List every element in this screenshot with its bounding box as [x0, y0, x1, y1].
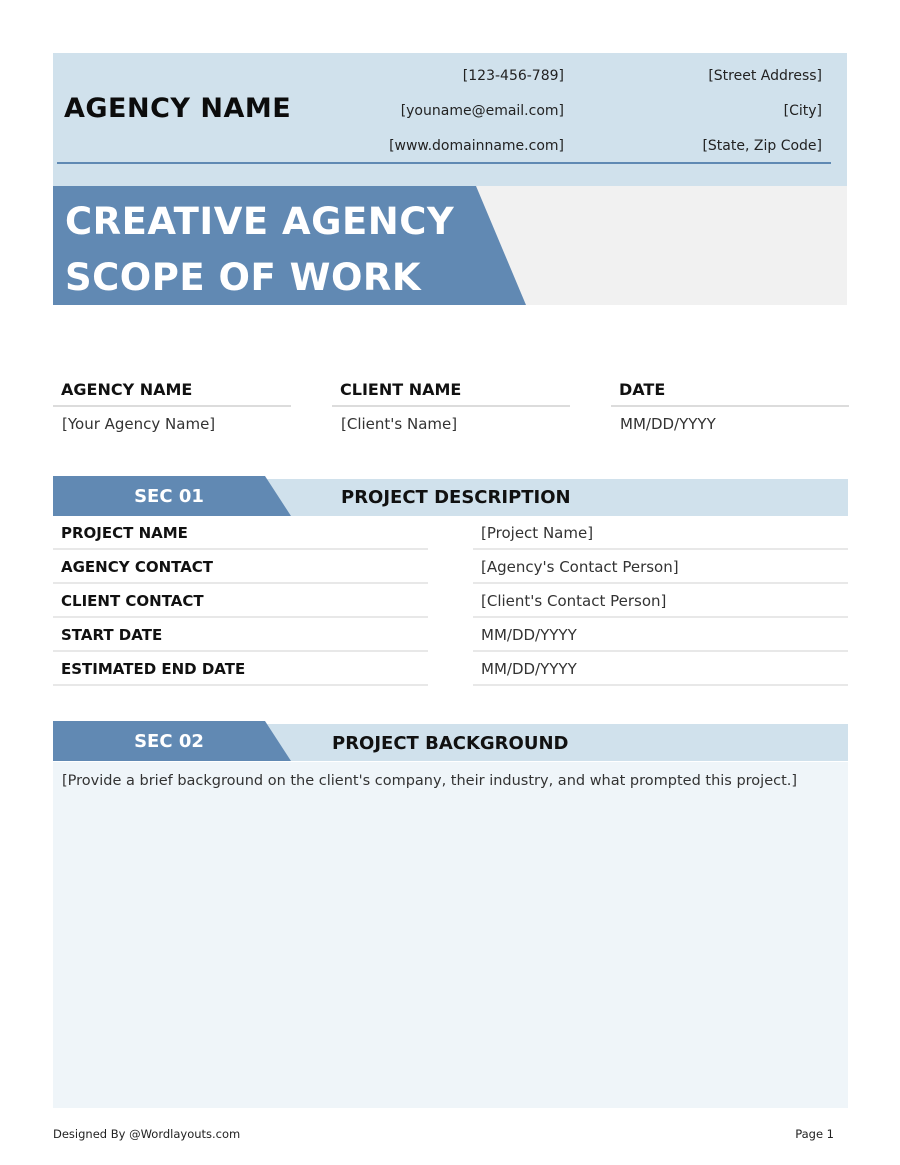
- state-zip-field[interactable]: [State, Zip Code]: [702, 138, 822, 154]
- title-line-1: CREATIVE AGENCY: [65, 200, 455, 243]
- row-value-client-contact[interactable]: [Client's Contact Person]: [473, 585, 848, 618]
- project-background-box: [53, 762, 848, 1108]
- row-value-agency-contact[interactable]: [Agency's Contact Person]: [473, 551, 848, 584]
- info-date: [611, 378, 849, 433]
- email-field[interactable]: [youname@email.com]: [400, 103, 564, 119]
- section-02-title: PROJECT BACKGROUND: [332, 733, 569, 754]
- info-label: CLIENT NAME: [332, 378, 570, 407]
- info-label: AGENCY NAME: [53, 378, 291, 407]
- agency-name-heading: AGENCY NAME: [64, 93, 292, 124]
- title-line-2: SCOPE OF WORK: [65, 256, 422, 299]
- footer-credit: Designed By @Wordlayouts.com: [53, 1127, 241, 1141]
- info-value[interactable]: [Client's Name]: [341, 415, 458, 433]
- row-label-project-name: PROJECT NAME: [53, 517, 428, 550]
- row-label-estimated-end-date: ESTIMATED END DATE: [53, 653, 428, 686]
- info-agency-name: [53, 378, 291, 433]
- row-value-start-date[interactable]: MM/DD/YYYY: [473, 619, 848, 652]
- page-number: Page 1: [795, 1127, 834, 1141]
- phone-field[interactable]: [123-456-789]: [462, 68, 564, 84]
- city-field[interactable]: [City]: [783, 103, 822, 119]
- row-label-client-contact: CLIENT CONTACT: [53, 585, 428, 618]
- street-address-field[interactable]: [Street Address]: [708, 68, 822, 84]
- info-value[interactable]: [Your Agency Name]: [62, 415, 216, 433]
- section-01-title: PROJECT DESCRIPTION: [341, 487, 571, 508]
- info-value[interactable]: MM/DD/YYYY: [620, 415, 716, 433]
- row-label-agency-contact: AGENCY CONTACT: [53, 551, 428, 584]
- website-field[interactable]: [www.domainname.com]: [389, 138, 564, 154]
- section-02-number: SEC 02: [134, 731, 204, 752]
- project-background-text[interactable]: [Provide a brief background on the client's company, their industry, and what prompted this project.]: [62, 773, 798, 789]
- row-label-start-date: START DATE: [53, 619, 428, 652]
- info-client-name: [332, 378, 570, 433]
- header-divider: [57, 162, 831, 164]
- row-value-project-name[interactable]: [Project Name]: [473, 517, 848, 550]
- row-value-estimated-end-date[interactable]: MM/DD/YYYY: [473, 653, 848, 686]
- section-01-number: SEC 01: [134, 486, 204, 507]
- info-label: DATE: [611, 378, 849, 407]
- document-title: [65, 194, 454, 306]
